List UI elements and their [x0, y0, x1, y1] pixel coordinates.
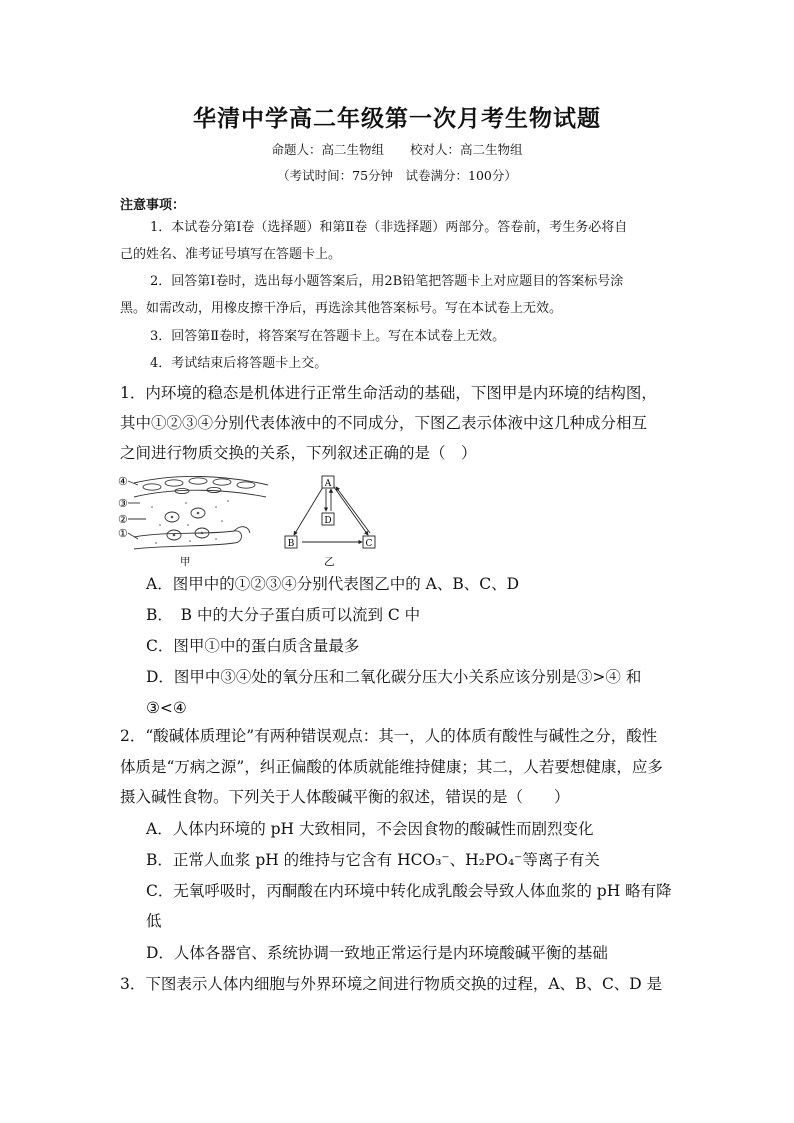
q1-stem: 之间进行物质交换的关系，下列叙述正确的是（ ） [120, 444, 477, 462]
yi-node-b: B [287, 539, 295, 549]
q2-stem: 体质是“万病之源”，纠正偏酸的体质就能维持健康；其二，人若要想健康，应多 [120, 758, 663, 776]
author-line [0, 140, 794, 158]
notice-heading: 注意事项： [120, 198, 186, 213]
q1-option-d-cont: ③<④ [146, 699, 187, 717]
jia-label: ③ [118, 497, 128, 510]
q2-option-d: D．人体各器官、系统协调一致地正常运行是内环境酸碱平衡的基础 [146, 944, 608, 962]
q2-option-c: C．无氧呼吸时，丙酮酸在内环境中转化成乳酸会导致人体血浆的 pH 略有降 [146, 882, 672, 900]
exam-title: 华清中学高二年级第一次月考生物试题 [193, 105, 601, 132]
yi-node-a: A [324, 479, 332, 489]
q1-option-d: D．图甲中③④处的氧分压和二氧化碳分压大小关系应该分别是③>④ 和 [146, 668, 642, 686]
notice-line: 4．考试结束后将答题卡上交。 [150, 356, 328, 371]
q1-option-a: A．图甲中的①②③④分别代表图乙中的 A、B、C、D [146, 575, 519, 593]
q1-option-b: B． B 中的大分子蛋白质可以流到 C 中 [146, 606, 421, 624]
checker-text: 校对人：高二生物组 [409, 142, 523, 157]
notice-line: 黑。如需改动，用橡皮擦干净后，再选涂其他答案标号。写在本试卷上无效。 [120, 301, 563, 316]
notice-line: 2．回答第Ⅰ卷时，选出每小题答案后，用2B铅笔把答题卡上对应题目的答案标号涂 [150, 274, 624, 289]
q2-option-c-cont: 低 [146, 912, 162, 930]
q2-option-a: A．人体内环境的 pH 大致相同，不会因食物的酸碱性而剧烈变化 [146, 820, 594, 838]
jia-label: ② [118, 513, 128, 526]
q3-stem: 3．下图表示人体内细胞与外界环境之间进行物质交换的过程，A、B、C、D 是 [120, 975, 663, 993]
q1-stem: 1．内环境的稳态是机体进行正常生命活动的基础，下图甲是内环境的结构图， [120, 384, 657, 402]
setter-text: 命题人：高二生物组 [271, 142, 384, 157]
notice-line: 1．本试卷分第Ⅰ卷（选择题）和第Ⅱ卷（非选择题）两部分。答卷前，考生务必将自 [150, 220, 628, 235]
q2-stem: 2．“酸碱体质理论”有两种错误观点：其一，人的体质有酸性与碱性之分，酸性 [120, 727, 658, 745]
jia-label: ① [118, 527, 128, 540]
jia-caption: 甲 [180, 556, 191, 568]
jia-diagram [128, 476, 268, 549]
jia-label: ④ [118, 475, 128, 488]
q1-figure [116, 473, 396, 569]
notice-line: 己的姓名、准考证号填写在答题卡上。 [120, 247, 342, 262]
yi-node-d: D [324, 516, 332, 526]
yi-caption: 乙 [324, 556, 335, 568]
exam-info: （考试时间：75分钟 试卷满分：100分） [277, 168, 517, 183]
q1-option-c: C．图甲①中的蛋白质含量最多 [146, 637, 360, 655]
q2-option-b: B．正常人血浆 pH 的维持与它含有 HCO₃⁻、H₂PO₄⁻等离子有关 [146, 851, 600, 869]
yi-node-c: C [365, 539, 373, 549]
q2-stem: 摄入碱性食物。下列关于人体酸碱平衡的叙述，错误的是（ ） [120, 788, 570, 806]
q1-stem: 其中①②③④分别代表体液中的不同成分，下图乙表示体液中这几种成分相互 [120, 414, 648, 432]
notice-line: 3．回答第Ⅱ卷时，将答案写在答题卡上。写在本试卷上无效。 [150, 329, 506, 344]
